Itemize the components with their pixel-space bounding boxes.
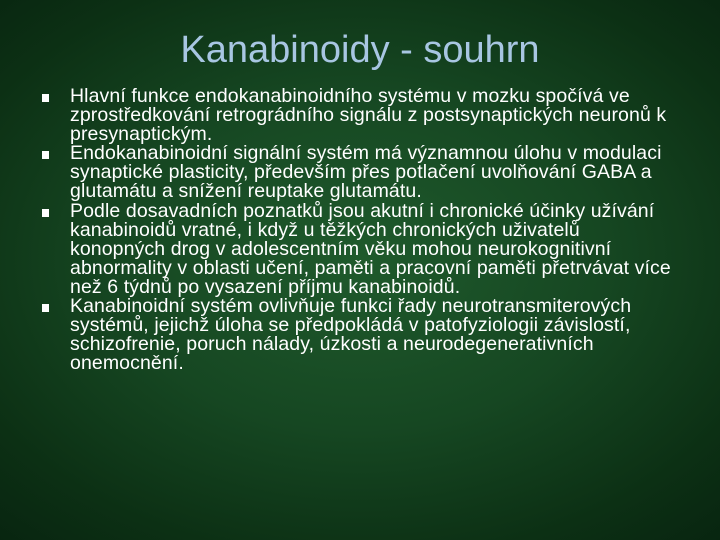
bullet-item	[0, 87, 720, 144]
square-bullet-icon	[42, 94, 49, 102]
bullet-text: Endokanabinoidní signální systém má významnou úlohu v modulaci synaptické plasticity, především přes potlačení uvolňování GABA a glutamátu a snížení reuptake glutamátu.	[70, 142, 662, 203]
bullet-item	[0, 297, 720, 373]
slide-title: Kanabinoidy - souhrn	[180, 29, 540, 71]
bullet-item	[0, 199, 720, 298]
bullet-list	[0, 87, 720, 373]
bullet-text: Hlavní funkce endokanabinoidního systému v mozku spočívá ve zprostředkování retrográdního signálu z postsynaptických neuronů k presynaptickým.	[70, 85, 667, 146]
square-bullet-icon	[42, 304, 49, 312]
square-bullet-icon	[42, 151, 49, 159]
bullet-item	[0, 144, 720, 201]
square-bullet-icon	[42, 209, 49, 217]
bullet-text: Kanabinoidní systém ovlivňuje funkci řady neurotransmiterových systémů, jejichž úloha se předpokládá v patofyziologii závislostí, schizofrenie, poruch nálady, úzkosti a neurodegenerativních onemocnění.	[70, 295, 632, 375]
bullet-text: Podle dosavadních poznatků jsou akutní i chronické účinky užívání kanabinoidů vratné, i když u těžkých chronických uživatelů konopných drog v adolescentním věku mohou neurokognitivní abnormality v oblasti učení, paměti a pracovní paměti přetrvávat více než 6 týdnů po vysazení příjmu kanabinoidů.	[70, 199, 671, 298]
